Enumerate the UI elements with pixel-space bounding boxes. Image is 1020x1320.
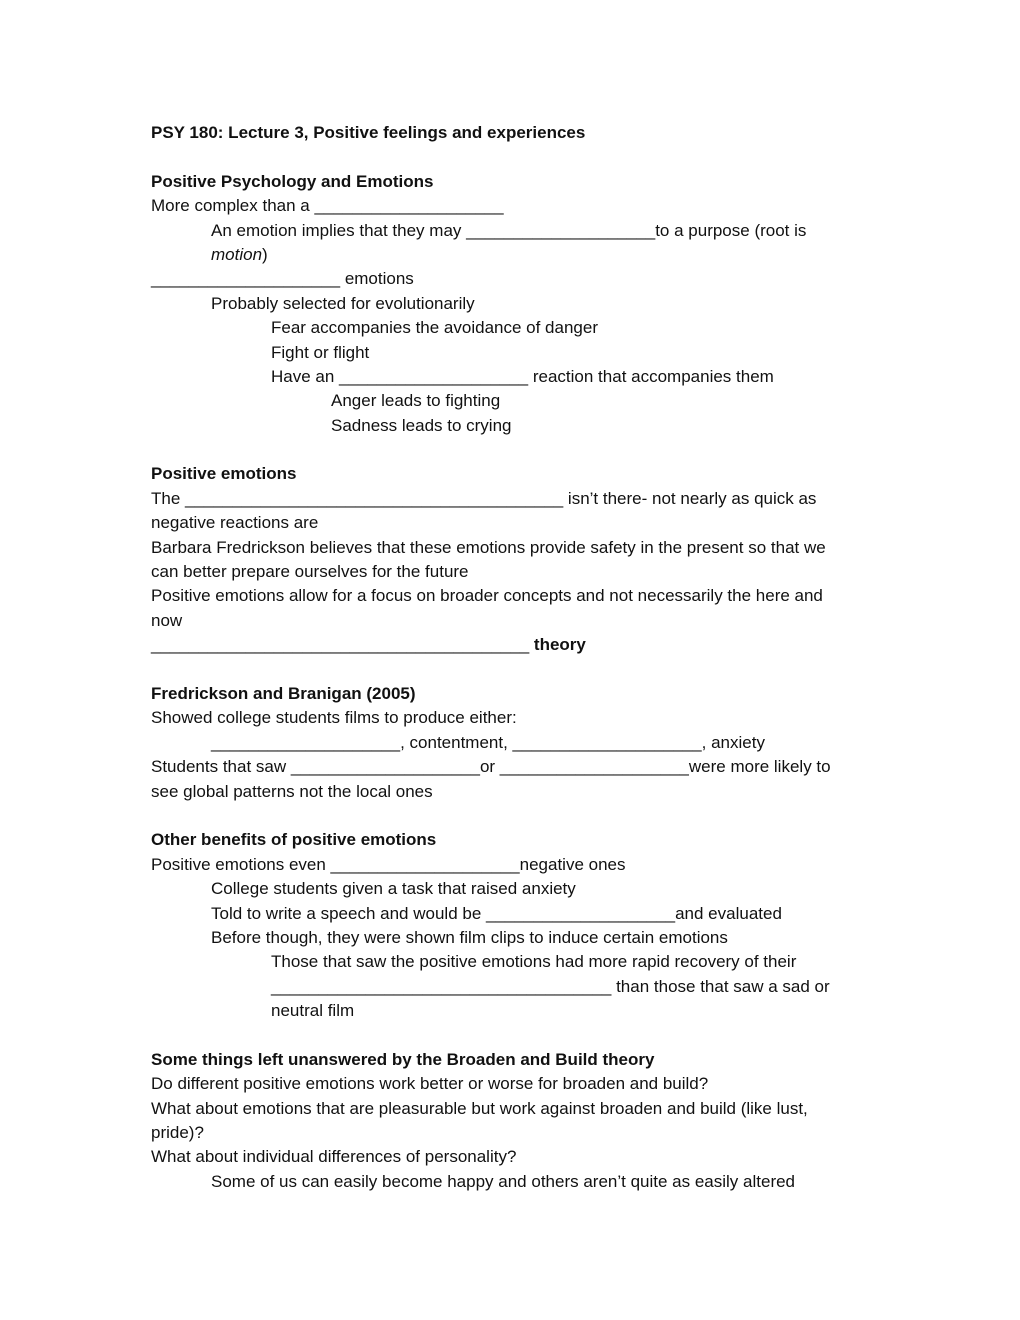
section-heading-positive-psychology: Positive Psychology and Emotions xyxy=(151,171,434,191)
blank: ________________________________________ xyxy=(151,635,530,655)
text-line: ____________________ emotions xyxy=(151,269,414,289)
text-line: Told to write a speech and would be ____________________and evaluated xyxy=(211,903,782,923)
text-line: Those that saw the positive emotions had more rapid recovery of their xyxy=(271,952,797,972)
text-line: Positive emotions even ____________________negative ones xyxy=(151,854,626,874)
text-line: see global patterns not the local ones xyxy=(151,781,433,801)
text-line: ____________________, contentment, ____________________, anxiety xyxy=(211,732,765,752)
text-line: Some of us can easily become happy and others aren’t quite as easily altered xyxy=(211,1171,796,1191)
text-line: pride)? xyxy=(151,1123,204,1143)
theory-label: theory xyxy=(529,635,586,655)
text-line: What about individual differences of personality? xyxy=(151,1147,517,1167)
spacer xyxy=(151,658,891,682)
spacer xyxy=(151,804,891,828)
text-line: What about emotions that are pleasurable but work against broaden and build (like lust, xyxy=(151,1098,808,1118)
text-line xyxy=(151,243,891,267)
text-line: Anger leads to fighting xyxy=(331,391,501,411)
text-line: ____________________________________ than those that saw a sad or xyxy=(271,976,830,996)
italic-word: motion xyxy=(211,244,263,264)
document-title: PSY 180: Lecture 3, Positive feelings and experiences xyxy=(151,123,586,142)
section-heading-positive-emotions: Positive emotions xyxy=(151,464,297,484)
text-line: Barbara Fredrickson believes that these emotions provide safety in the present so that we xyxy=(151,537,826,557)
text-line: The ________________________________________ isn’t there- not nearly as quick as xyxy=(151,488,817,508)
text-line: Have an ____________________ reaction that accompanies them xyxy=(271,366,774,386)
text-line: Fight or flight xyxy=(271,342,370,362)
text-line: neutral film xyxy=(271,1001,355,1021)
text-line: Showed college students films to produce either: xyxy=(151,708,517,728)
spacer xyxy=(151,145,891,169)
text-line: More complex than a ____________________ xyxy=(151,196,504,216)
text-line: Positive emotions allow for a focus on broader concepts and not necessarily the here and xyxy=(151,586,823,606)
text-line: An emotion implies that they may ____________________to a purpose (root is xyxy=(211,220,807,240)
text-line: College students given a task that raised anxiety xyxy=(211,879,576,899)
text-line: Before though, they were shown film clips to induce certain emotions xyxy=(211,927,728,947)
document-page xyxy=(151,121,891,1194)
spacer xyxy=(151,1023,891,1047)
text-line: Fear accompanies the avoidance of danger xyxy=(271,318,598,338)
text-line xyxy=(151,633,891,657)
text-line: Sadness leads to crying xyxy=(331,415,512,435)
text-line: Probably selected for evolutionarily xyxy=(211,293,475,313)
text-line: now xyxy=(151,610,183,630)
section-heading-fredrickson-branigan: Fredrickson and Branigan (2005) xyxy=(151,683,416,703)
spacer xyxy=(151,438,891,462)
text-line: Students that saw ____________________or ____________________were more likely to xyxy=(151,757,831,777)
section-heading-other-benefits: Other benefits of positive emotions xyxy=(151,830,437,850)
section-heading-unanswered: Some things left unanswered by the Broaden and Build theory xyxy=(151,1049,655,1069)
text-line: Do different positive emotions work better or worse for broaden and build? xyxy=(151,1074,709,1094)
text-line: can better prepare ourselves for the future xyxy=(151,562,469,582)
text-line: negative reactions are xyxy=(151,513,319,533)
paren: ) xyxy=(262,244,268,264)
